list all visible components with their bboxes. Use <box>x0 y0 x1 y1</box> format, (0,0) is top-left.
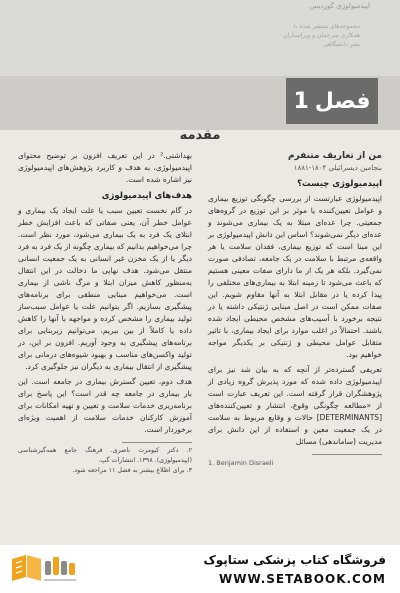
right-column <box>208 150 382 468</box>
section-heading: اپیدمیولوژی چیست؟ <box>297 179 382 189</box>
paragraph: در گام نخست تعیین سبب یا علت ایجاد یک بیماری و عوامل خطر آن، یعنی صفاتی که باعث افزایش خطر ابتلای یک فرد به یک بیماری می‌شود، مورد نظر است. چرا می‌خواهیم بدانیم که بیماری چگونه از یک فرد به فرد دیگر یا از یک مخزن غیر انسانی به یک جمعیت انسانی منتقل می‌شود. هدف نهایی ما دخالت در این انتقال به‌منظور کاهش میزان ابتلا و مرگ ناشی از بیماری است. می‌خواهیم مبنایی منطقی برای برنامه‌های پیشگیری بسازیم. اگر بتوانیم علت یا عوامل سبب‌ساز تولید بیماری را مشخص کرده و مواجهه با آنها را کاهش داده یا کاملاً از بین ببریم، می‌توانیم زیربنایی برای برنامه‌های پیشگیری به وجود آوریم. افزون بر این، در تولید واکسن‌های مناسب و بهبود شیوه‌های درمانی برای پیشگیری از انتقال بیماری به دیگران نیز جلوگیری کرد. <box>18 206 192 371</box>
epigraph-author: بنجامین دیسرائیلی ۱۸۰۴-۱۸۸۱ <box>293 164 382 172</box>
faded-line: نشر دانشگاهی <box>323 41 360 48</box>
chapter-title <box>286 78 378 124</box>
store-name: فروشگاه کتاب پزشکی ستاپوک <box>203 553 386 567</box>
chapter-number: 1 <box>293 88 309 114</box>
left-column <box>18 150 192 476</box>
footnote: 1. Benjamin Disraeli <box>208 459 274 467</box>
previous-page-strip <box>0 0 400 84</box>
paragraph: تعریفی گسترده‌تر از آنچه که به بیان شد نیز برای اپیدمیولوژی داده شده که مورد پذیرش گروه زیادی از پژوهشگران قرار گرفته است. این تعریف عبارت است از «مطالعه چگونگی وقوع، انتشار و تعیین‌کننده‌های [DETERMINANTS] حالات و وقایع مربوط به سلامت در یک جمعیت معین و استفاده از این دانش برای مدیریت (ساماندهی) مسائل <box>208 365 382 446</box>
book-logo-icon <box>8 551 78 587</box>
setabook-logo[interactable] <box>8 551 78 587</box>
faded-line: همکاری مترجمان و ویراستاران <box>283 32 360 39</box>
footnote-divider <box>312 454 382 455</box>
running-head: اپیدمیولوژی گوردیس <box>309 2 370 10</box>
faded-text-block <box>180 22 360 74</box>
paragraph: اپیدمیولوژی عبارتست از بررسی چگونگی توزیع بیماری و عوامل تعیین‌کننده یا موثر بر این توزیع در گروه‌های جمعیتی. چرا عده‌ای مبتلا به یک بیماری می‌شوند و عده‌ای دیگر نمی‌شوند؟ اساس این دانش اپیدمیولوژی بر این مبنا است که توزیع بیماری، فقدان سلامت یا هر واقعه‌ی مرتبط با سلامت در یک جامعه، تصادفی صورت نمی‌گیرد. بلکه هر یک از ما دارای صفات معینی هستیم که باعث می‌شود تا زمینه ابتلا به بیماری‌های مختلفی را پیدا کرده یا در مقابل ابتلا به آنها مقاوم شویم. این صفات ممکن است در اصل مبنایی ژنتیکی داشته یا در نتیجه برخورد با آسیب‌های مشخص محیطی ایجاد شده باشند. احتمالاً در اغلب موارد برای ایجاد بیماری، با تاثیر متقابل عوامل محیطی و ژنتیکی بر یکدیگر مواجه خواهیم بود. <box>208 194 382 359</box>
faded-line: مجموعه‌های منتشر شده با <box>293 23 360 30</box>
footnote: ۳. برای اطلاع بیشتر به فصل ۱۱ مراجعه شود. <box>72 467 192 474</box>
chapter-word: فصل <box>314 88 371 114</box>
section-heading: هدف‌های اپیدمیولوژی <box>101 191 192 201</box>
epigraph-quote: من از تعاریف متنفرم <box>287 151 382 161</box>
section-title: مقدمه <box>179 128 221 143</box>
paragraph: هدف دوم، تعیین گسترش بیماری در جامعه است. این بار بیماری در جامعه چه قدر است؟ این پاسخ برای برنامه‌ریزی خدمات سلامت و تعیین و تهیه امکانات برای آموزش کارکنان خدمات سلامت از اهمیت ویژه‌ای برخوردار است. <box>18 377 192 434</box>
store-url-link[interactable]: WWW.SETABOOK.COM <box>218 572 386 586</box>
paragraph: بهداشتی.² در این تعریف افزون بر توضیح محتوای اپیدمیولوژی، به هدف و کاربرد پژوهش‌های اپیدمیولوژی نیز اشاره شده است. <box>18 151 192 184</box>
footnote: ۲. دکتر کیومرث ناصری. فرهنگ جامع همه‌گیرشناسی (اپیدمیولوژی). ۱۳۹۸. انتشارات گپ. <box>18 447 192 464</box>
footnote-divider <box>122 442 192 443</box>
